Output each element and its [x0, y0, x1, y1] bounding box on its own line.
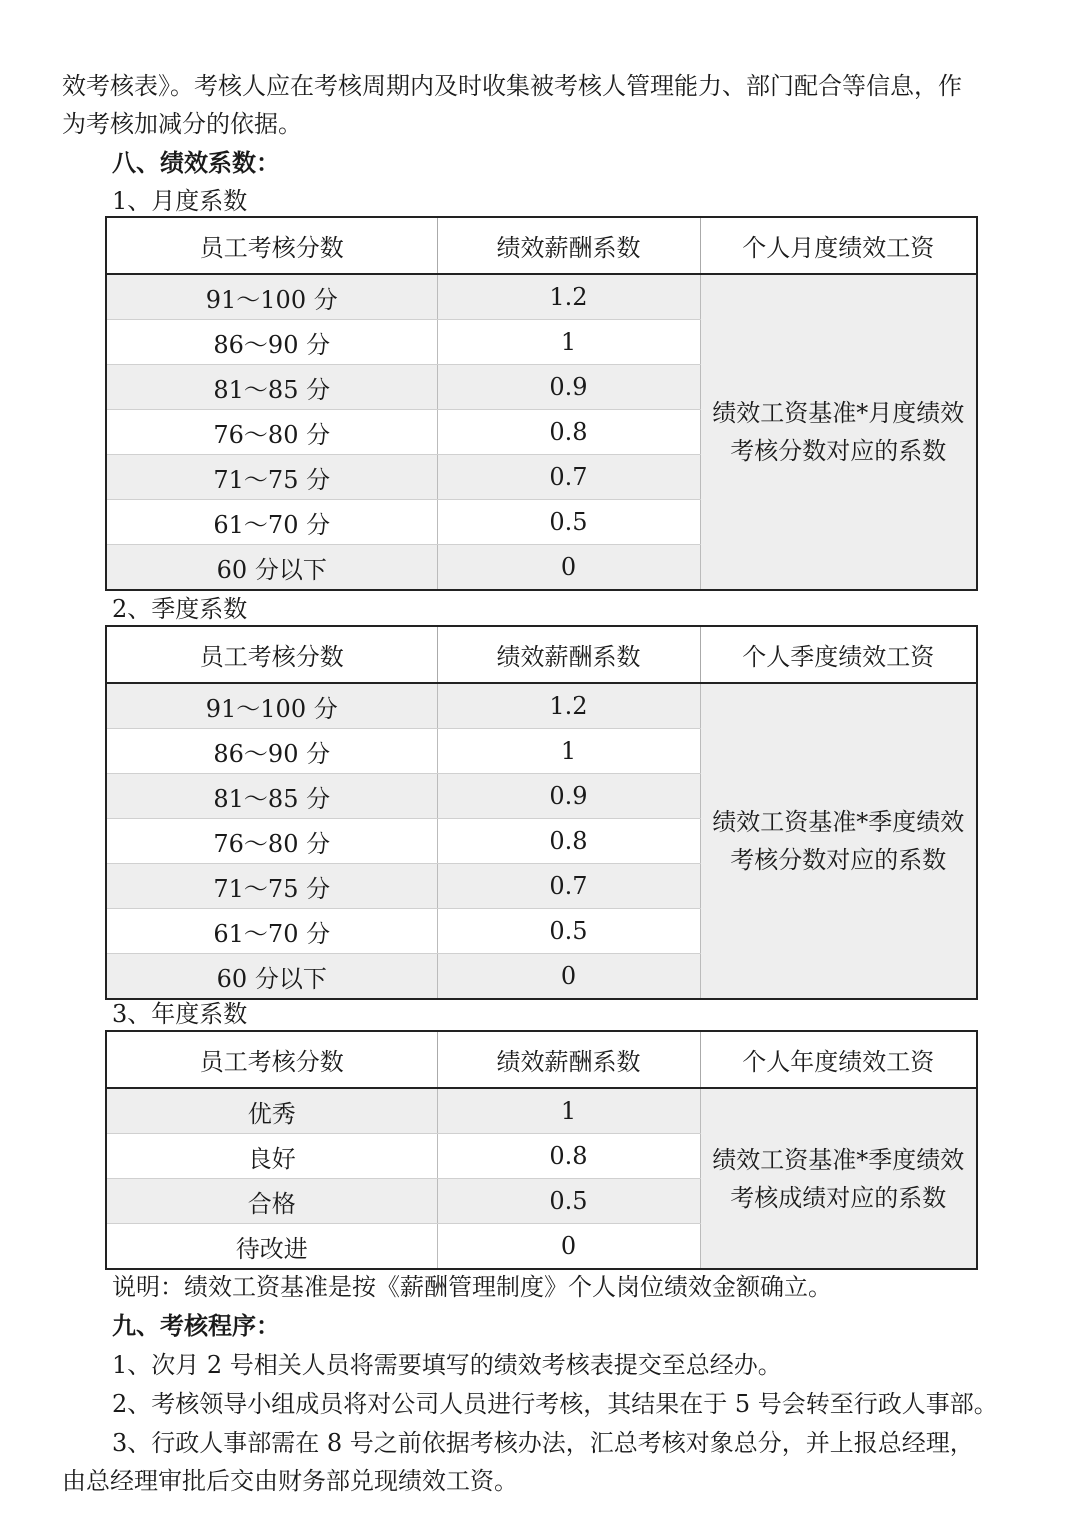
header-salary: 个人月度绩效工资 [700, 217, 977, 274]
coefficient-cell: 0 [437, 1224, 700, 1270]
header-score: 员工考核分数 [106, 626, 437, 683]
formula-line-1: 绩效工资基准*季度绩效 [712, 1145, 965, 1174]
score-cell: 71～75 分 [106, 455, 437, 500]
salary-formula-cell [700, 683, 977, 999]
coefficient-cell: 0.5 [437, 909, 700, 954]
header-coefficient: 绩效薪酬系数 [437, 1031, 700, 1088]
grade-cell: 合格 [106, 1179, 437, 1224]
monthly-caption: 1、月度系数 [112, 187, 248, 215]
quarterly-coefficient-table [105, 625, 978, 1000]
grade-cell: 待改进 [106, 1224, 437, 1270]
score-cell: 60 分以下 [106, 954, 437, 1000]
score-cell: 76～80 分 [106, 819, 437, 864]
coefficient-cell: 0.7 [437, 864, 700, 909]
formula-line-2: 考核分数对应的系数 [730, 846, 947, 874]
table-row [106, 274, 977, 320]
coefficient-cell: 0 [437, 545, 700, 591]
section-9-title: 九、考核程序： [112, 1311, 280, 1340]
coefficient-cell: 0.8 [437, 819, 700, 864]
coefficient-cell: 1 [437, 320, 700, 365]
coefficient-cell: 1 [437, 1088, 700, 1134]
table-row [106, 683, 977, 729]
salary-formula-cell [700, 1088, 977, 1269]
coefficient-cell: 0 [437, 954, 700, 1000]
coefficient-cell: 0.5 [437, 1179, 700, 1224]
coefficient-cell: 0.7 [437, 455, 700, 500]
header-coefficient: 绩效薪酬系数 [437, 217, 700, 274]
intro-line-1: 效考核表》。考核人应在考核周期内及时收集被考核人管理能力、部门配合等信息，作 [62, 72, 962, 100]
table-header-row [106, 626, 977, 683]
score-cell: 81～85 分 [106, 365, 437, 410]
quarterly-caption: 2、季度系数 [112, 595, 248, 623]
score-cell: 71～75 分 [106, 864, 437, 909]
score-cell: 76～80 分 [106, 410, 437, 455]
procedure-item-3-line-1: 3、行政人事部需在 8 号之前依据考核办法，汇总考核对象总分，并上报总经理， [112, 1429, 974, 1457]
score-cell: 86～90 分 [106, 729, 437, 774]
formula-line-2: 考核成绩对应的系数 [730, 1183, 947, 1212]
annual-coefficient-table [105, 1030, 978, 1270]
procedure-item-2: 2、考核领导小组成员将对公司人员进行考核，其结果在于 5 号会转至行政人事部。 [112, 1390, 998, 1418]
score-cell: 86～90 分 [106, 320, 437, 365]
header-coefficient: 绩效薪酬系数 [437, 626, 700, 683]
formula-line-1: 绩效工资基准*月度绩效 [712, 399, 965, 427]
monthly-coefficient-table [105, 216, 978, 591]
coefficient-cell: 1 [437, 729, 700, 774]
coefficient-cell: 0.9 [437, 774, 700, 819]
table-header-row [106, 217, 977, 274]
coefficient-cell: 0.5 [437, 500, 700, 545]
annual-caption: 3、年度系数 [112, 1000, 248, 1028]
header-score: 员工考核分数 [106, 1031, 437, 1088]
grade-cell: 优秀 [106, 1088, 437, 1134]
score-cell: 81～85 分 [106, 774, 437, 819]
grade-cell: 良好 [106, 1134, 437, 1179]
score-cell: 91～100 分 [106, 274, 437, 320]
score-cell: 60 分以下 [106, 545, 437, 591]
procedure-item-1: 1、次月 2 号相关人员将需要填写的绩效考核表提交至总经办。 [112, 1351, 782, 1379]
note-text: 说明：绩效工资基准是按《薪酬管理制度》个人岗位绩效金额确立。 [112, 1273, 832, 1301]
procedure-item-3-line-2: 由总经理审批后交由财务部兑现绩效工资。 [62, 1467, 518, 1495]
header-salary: 个人年度绩效工资 [700, 1031, 977, 1088]
formula-line-1: 绩效工资基准*季度绩效 [712, 808, 965, 836]
coefficient-cell: 1.2 [437, 274, 700, 320]
score-cell: 61～70 分 [106, 500, 437, 545]
table-row [106, 1088, 977, 1134]
coefficient-cell: 0.8 [437, 410, 700, 455]
section-8-title: 八、绩效系数： [112, 148, 280, 177]
salary-formula-cell [700, 274, 977, 590]
formula-line-2: 考核分数对应的系数 [730, 437, 947, 465]
coefficient-cell: 0.9 [437, 365, 700, 410]
score-cell: 61～70 分 [106, 909, 437, 954]
header-score: 员工考核分数 [106, 217, 437, 274]
header-salary: 个人季度绩效工资 [700, 626, 977, 683]
coefficient-cell: 0.8 [437, 1134, 700, 1179]
coefficient-cell: 1.2 [437, 683, 700, 729]
intro-line-2: 为考核加减分的依据。 [62, 110, 302, 138]
score-cell: 91～100 分 [106, 683, 437, 729]
table-header-row [106, 1031, 977, 1088]
